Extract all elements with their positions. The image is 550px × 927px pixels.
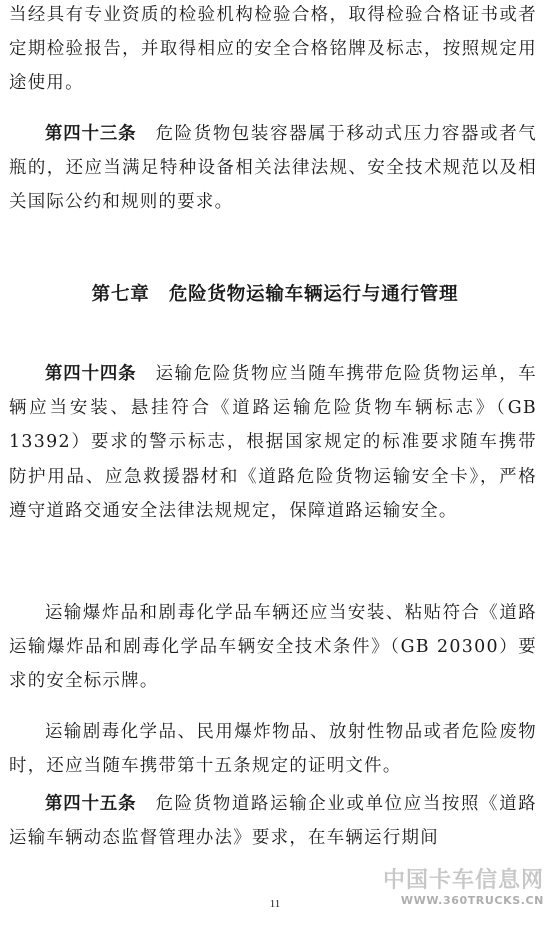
- article-44-para2-text: 运输爆炸品和剧毒化学品车辆还应当安装、粘贴符合《道路运输爆炸品和剧毒化学品车辆安全技术条件》（GB 20300）要求的安全标示牌。: [9, 603, 537, 692]
- article-44-paragraph-3: [9, 715, 537, 783]
- article-44-paragraph-2: [9, 596, 537, 699]
- chapter-7-title: 第七章 危险货物运输车辆运行与通行管理: [91, 284, 459, 305]
- continuation-paragraph: [9, 0, 537, 101]
- article-45-text: 危险货物道路运输企业或单位应当按照《道路运输车辆动态监督管理办法》要求，在车辆运行期间: [9, 794, 537, 849]
- article-44-text: 运输危险货物应当随车携带危险货物运单，车辆应当安装、悬挂符合《道路运输危险货物车辆标志》（GB 13392）要求的警示标志，根据国家规定的标准要求随车携带防护用品、应急救援器材和《道路危险货物运输安全卡》，严格遵守道路交通安全法律法规规定，保障道路运输安全。: [9, 364, 537, 521]
- continuation-text: 当经具有专业资质的检验机构检验合格，取得检验合格证书或者定期检验报告，并取得相应的安全合格铭牌及标志，按照规定用途使用。: [9, 5, 537, 94]
- watermark: [344, 868, 544, 908]
- watermark-text: 中国卡车信息网: [382, 868, 544, 893]
- article-43-label: 第四十三条: [45, 124, 137, 144]
- article-44-paragraph: [9, 357, 537, 528]
- article-45-paragraph: [9, 787, 537, 855]
- page-number: 11: [269, 898, 281, 910]
- watermark-url: WWW.360TRUCKS.CN: [400, 894, 544, 907]
- article-44-label: 第四十四条: [45, 364, 137, 384]
- article-45-label: 第四十五条: [45, 794, 137, 814]
- article-43-text: 危险货物包装容器属于移动式压力容器或者气瓶的，还应当满足特种设备相关法律法规、安全技术规范以及相关国际公约和规则的要求。: [9, 124, 537, 213]
- article-43-paragraph: [9, 117, 537, 220]
- article-44-para3-text: 运输剧毒化学品、民用爆炸物品、放射性物品或者危险废物时，还应当随车携带第十五条规定的证明文件。: [9, 722, 537, 777]
